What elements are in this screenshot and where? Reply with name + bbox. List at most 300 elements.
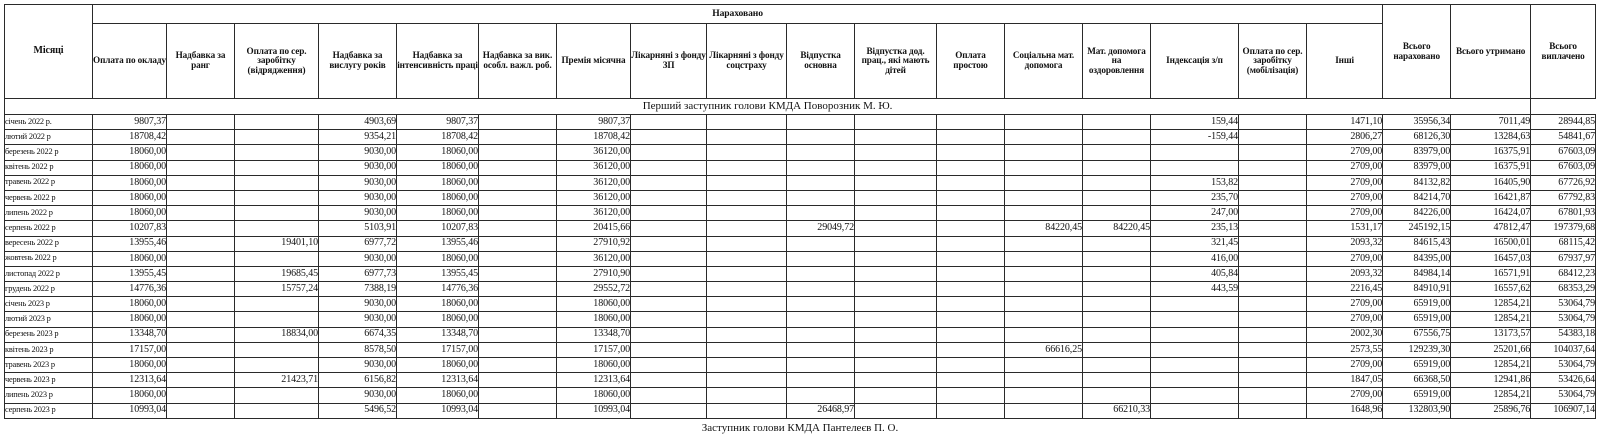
row-value-cell: 18060,00 [397,160,479,175]
row-total-cell: 67556,75 [1383,327,1451,342]
row-value-cell: 2216,45 [1307,282,1383,297]
row-total-cell: 83979,00 [1383,145,1451,160]
row-total-cell: 65919,00 [1383,297,1451,312]
row-month-cell: червень 2022 р [5,190,93,205]
row-value-cell [235,251,319,266]
row-value-cell: 18060,00 [93,145,167,160]
row-value-cell: 9030,00 [319,190,397,205]
row-month-cell: листопад 2022 р [5,266,93,281]
row-value-cell: 9030,00 [319,175,397,190]
row-value-cell: 2093,32 [1307,236,1383,251]
row-value-cell [787,266,855,281]
row-value-cell [479,342,557,357]
row-value-cell [1239,221,1307,236]
row-value-cell [479,206,557,221]
row-value-cell [787,160,855,175]
row-value-cell: 1471,10 [1307,115,1383,130]
row-value-cell: 235,13 [1151,221,1239,236]
row-value-cell [937,342,1005,357]
row-value-cell [707,251,787,266]
row-value-cell: 2093,32 [1307,266,1383,281]
row-value-cell [1239,130,1307,145]
row-value-cell: 13955,45 [397,266,479,281]
row-value-cell [937,327,1005,342]
row-value-cell [1239,403,1307,418]
row-value-cell: 12313,64 [397,373,479,388]
row-month-cell: травень 2023 р [5,358,93,373]
footer-signature: Заступник голови КМДА Пантелеєв П. О. [701,421,899,434]
row-month-cell: травень 2022 р [5,175,93,190]
table-row [5,297,1596,312]
row-total-cell: 53064,79 [1531,358,1596,373]
row-value-cell: 2806,27 [1307,130,1383,145]
row-month-cell: серпень 2022 р [5,221,93,236]
row-value-cell: 10993,04 [397,403,479,418]
row-value-cell [937,388,1005,403]
column-header-total-withheld: Всього утримано [1451,5,1531,99]
table-row [5,190,1596,205]
row-month-cell: січень 2023 р [5,297,93,312]
row-value-cell [631,251,707,266]
row-total-cell: 53064,79 [1531,312,1596,327]
table-row [5,388,1596,403]
row-value-cell [631,236,707,251]
row-value-cell [1005,190,1083,205]
row-value-cell [937,130,1005,145]
row-value-cell [1239,358,1307,373]
row-month-cell: березень 2023 р [5,327,93,342]
row-value-cell: 18060,00 [557,388,631,403]
row-value-cell [479,145,557,160]
table-row [5,342,1596,357]
row-value-cell: 9030,00 [319,297,397,312]
row-value-cell [1005,312,1083,327]
row-value-cell: 14776,36 [397,282,479,297]
row-value-cell: 18060,00 [397,145,479,160]
row-value-cell: 18060,00 [397,175,479,190]
row-value-cell [855,221,937,236]
row-value-cell [1151,297,1239,312]
row-value-cell: 443,59 [1151,282,1239,297]
row-value-cell [1239,160,1307,175]
row-total-cell: 7011,49 [1451,115,1531,130]
row-value-cell: 36120,00 [557,175,631,190]
row-value-cell [787,206,855,221]
column-header-extra-vacation-children: Відпустка дод. прац., які мають дітей [855,24,937,99]
row-value-cell [707,206,787,221]
row-value-cell [1239,327,1307,342]
row-total-cell: 12941,86 [1451,373,1531,388]
row-value-cell: 2709,00 [1307,297,1383,312]
table-row [5,251,1596,266]
row-value-cell: 18060,00 [397,297,479,312]
row-value-cell [937,145,1005,160]
row-value-cell [1151,388,1239,403]
row-value-cell [787,388,855,403]
row-value-cell: 18060,00 [397,388,479,403]
row-total-cell: 67603,09 [1531,145,1596,160]
row-month-cell: липень 2022 р [5,206,93,221]
row-value-cell [787,373,855,388]
row-total-cell: 83979,00 [1383,160,1451,175]
row-value-cell [167,160,235,175]
row-value-cell [631,130,707,145]
row-value-cell [937,358,1005,373]
row-value-cell: 5496,52 [319,403,397,418]
row-value-cell [167,373,235,388]
row-value-cell: 13955,46 [397,236,479,251]
row-value-cell: 17157,00 [557,342,631,357]
column-header-salary: Оплата по окладу [93,24,167,99]
row-month-cell: жовтень 2022 р [5,251,93,266]
row-value-cell [787,190,855,205]
row-value-cell: 84220,45 [1083,221,1151,236]
row-value-cell: 235,70 [1151,190,1239,205]
row-value-cell: 18834,00 [235,327,319,342]
row-value-cell: 4903,69 [319,115,397,130]
row-value-cell [707,190,787,205]
row-value-cell: 9807,37 [93,115,167,130]
table-row [5,327,1596,342]
row-value-cell: 2709,00 [1307,251,1383,266]
row-value-cell [235,221,319,236]
row-value-cell: 13348,70 [397,327,479,342]
row-value-cell: 9030,00 [319,312,397,327]
row-value-cell: 18060,00 [93,251,167,266]
row-value-cell [1151,403,1239,418]
row-value-cell [479,373,557,388]
row-value-cell [1151,358,1239,373]
row-value-cell [631,342,707,357]
row-value-cell [1083,236,1151,251]
row-value-cell: 18060,00 [397,251,479,266]
column-header-sick-leave-social-fund: Лікарняні з фонду соцстраху [707,24,787,99]
table-row [5,403,1596,418]
table-head [5,5,1596,99]
row-value-cell [167,175,235,190]
row-value-cell [167,358,235,373]
row-value-cell [1083,190,1151,205]
row-value-cell: 17157,00 [93,342,167,357]
row-value-cell [707,221,787,236]
row-value-cell: 321,45 [1151,236,1239,251]
row-value-cell [235,175,319,190]
row-value-cell [707,175,787,190]
row-total-cell: 16557,62 [1451,282,1531,297]
row-value-cell [631,358,707,373]
row-value-cell [855,251,937,266]
row-value-cell: 159,44 [1151,115,1239,130]
row-value-cell [631,266,707,281]
row-value-cell [855,130,937,145]
row-total-cell: 84226,00 [1383,206,1451,221]
row-value-cell [937,297,1005,312]
row-total-cell: 66368,50 [1383,373,1451,388]
row-value-cell: 2709,00 [1307,358,1383,373]
row-value-cell: 10207,83 [397,221,479,236]
row-value-cell: 18060,00 [397,358,479,373]
row-value-cell [1005,175,1083,190]
row-value-cell [1151,312,1239,327]
row-value-cell: 7388,19 [319,282,397,297]
row-total-cell: 12854,21 [1451,312,1531,327]
row-value-cell [235,160,319,175]
column-header-total-paid: Всього виплачено [1531,5,1596,99]
table-row [5,175,1596,190]
row-total-cell: 54841,67 [1531,130,1596,145]
row-value-cell: 36120,00 [557,206,631,221]
row-value-cell [1083,266,1151,281]
row-value-cell [167,342,235,357]
row-value-cell: 18060,00 [557,312,631,327]
row-value-cell [707,282,787,297]
row-value-cell [707,388,787,403]
row-value-cell: 36120,00 [557,190,631,205]
row-value-cell: 153,82 [1151,175,1239,190]
row-value-cell [1083,358,1151,373]
row-total-cell: 65919,00 [1383,388,1451,403]
row-total-cell: 13284,63 [1451,130,1531,145]
header-group-row [5,5,1596,24]
table-row [5,206,1596,221]
row-total-cell: 53064,79 [1531,297,1596,312]
row-total-cell: 65919,00 [1383,312,1451,327]
row-value-cell [855,373,937,388]
row-value-cell [1083,130,1151,145]
row-value-cell: 12313,64 [557,373,631,388]
row-value-cell: 10207,83 [93,221,167,236]
row-value-cell [1151,160,1239,175]
row-value-cell [855,115,937,130]
row-value-cell [855,190,937,205]
row-value-cell: 13955,46 [93,236,167,251]
column-header-intensity-bonus: Надбавка за інтенсивність праці [397,24,479,99]
row-value-cell: 2709,00 [1307,145,1383,160]
row-value-cell [787,342,855,357]
row-value-cell: 66616,25 [1005,342,1083,357]
row-total-cell: 67603,09 [1531,160,1596,175]
row-value-cell: 416,00 [1151,251,1239,266]
row-value-cell [787,145,855,160]
row-value-cell: 5103,91 [319,221,397,236]
row-value-cell [1151,327,1239,342]
row-value-cell: 13955,45 [93,266,167,281]
row-total-cell: 245192,15 [1383,221,1451,236]
row-value-cell [1005,388,1083,403]
row-value-cell: 405,84 [1151,266,1239,281]
row-total-cell: 16500,01 [1451,236,1531,251]
row-value-cell: 2709,00 [1307,175,1383,190]
table-row [5,145,1596,160]
row-value-cell [167,130,235,145]
row-value-cell: 12313,64 [93,373,167,388]
row-value-cell: 2709,00 [1307,206,1383,221]
row-value-cell: 17157,00 [397,342,479,357]
row-value-cell: 36120,00 [557,251,631,266]
column-header-main-vacation: Відпустка основна [787,24,855,99]
row-value-cell [167,297,235,312]
row-value-cell [1151,342,1239,357]
payroll-table [4,4,1596,419]
row-total-cell: 84395,00 [1383,251,1451,266]
row-value-cell: 9807,37 [557,115,631,130]
row-total-cell: 67792,83 [1531,190,1596,205]
row-value-cell [631,282,707,297]
column-header-special-work-bonus: Надбавка за вик. особл. важл. роб. [479,24,557,99]
row-value-cell: 21423,71 [235,373,319,388]
row-value-cell [1005,145,1083,160]
row-value-cell: 27910,92 [557,236,631,251]
column-header-monthly-premium: Премія місячна [557,24,631,99]
row-value-cell [707,130,787,145]
row-value-cell: 29049,72 [787,221,855,236]
row-value-cell: -159,44 [1151,130,1239,145]
row-value-cell [167,403,235,418]
row-value-cell: 9030,00 [319,145,397,160]
table-row [5,221,1596,236]
column-header-sick-leave-payroll-fund: Лікарняні з фонду ЗП [631,24,707,99]
row-month-cell: січень 2022 р. [5,115,93,130]
row-total-cell: 104037,64 [1531,342,1596,357]
row-value-cell [631,312,707,327]
row-value-cell: 27910,90 [557,266,631,281]
row-value-cell [855,297,937,312]
row-value-cell: 2709,00 [1307,190,1383,205]
section-title-row [5,99,1596,115]
row-value-cell [1239,115,1307,130]
row-month-cell: лютий 2023 р [5,312,93,327]
row-value-cell [167,190,235,205]
row-value-cell: 2002,30 [1307,327,1383,342]
row-value-cell [235,358,319,373]
row-value-cell [479,236,557,251]
table-row [5,160,1596,175]
row-value-cell [1239,312,1307,327]
row-value-cell: 14776,36 [93,282,167,297]
row-value-cell [167,266,235,281]
row-total-cell: 12854,21 [1451,358,1531,373]
row-value-cell [707,115,787,130]
row-value-cell [707,160,787,175]
row-value-cell [707,358,787,373]
row-value-cell [631,221,707,236]
row-value-cell [1005,160,1083,175]
row-value-cell: 9030,00 [319,251,397,266]
row-value-cell: 1531,17 [1307,221,1383,236]
row-value-cell [479,251,557,266]
row-total-cell: 25896,76 [1451,403,1531,418]
row-value-cell [235,342,319,357]
table-row [5,236,1596,251]
row-total-cell: 54383,18 [1531,327,1596,342]
row-value-cell [1083,115,1151,130]
row-total-cell: 16405,90 [1451,175,1531,190]
row-value-cell: 18708,42 [557,130,631,145]
row-value-cell: 84220,45 [1005,221,1083,236]
row-value-cell [631,190,707,205]
row-value-cell [937,190,1005,205]
table-body [5,99,1596,419]
row-value-cell: 29552,72 [557,282,631,297]
row-value-cell [1005,327,1083,342]
row-total-cell: 25201,66 [1451,342,1531,357]
row-value-cell [855,175,937,190]
table-row [5,115,1596,130]
row-value-cell: 1847,05 [1307,373,1383,388]
row-value-cell [235,130,319,145]
row-month-cell: грудень 2022 р [5,282,93,297]
row-value-cell [707,266,787,281]
table-row [5,373,1596,388]
column-header-health-material-aid: Мат. допомога на оздоровлення [1083,24,1151,99]
row-value-cell: 20415,66 [557,221,631,236]
row-value-cell: 2709,00 [1307,388,1383,403]
row-value-cell [937,221,1005,236]
column-header-rank-bonus: Надбавка за ранг [167,24,235,99]
row-total-cell: 16457,03 [1451,251,1531,266]
row-value-cell: 18060,00 [93,175,167,190]
row-value-cell [855,342,937,357]
row-total-cell: 35956,34 [1383,115,1451,130]
row-value-cell [479,160,557,175]
row-value-cell [631,160,707,175]
row-value-cell [1083,206,1151,221]
row-value-cell: 6977,72 [319,236,397,251]
row-month-cell: квітень 2022 р [5,160,93,175]
row-value-cell [787,327,855,342]
row-value-cell [631,373,707,388]
table-row [5,312,1596,327]
row-value-cell [167,115,235,130]
row-total-cell: 28944,85 [1531,115,1596,130]
row-value-cell [1239,251,1307,266]
row-value-cell [855,388,937,403]
row-value-cell: 36120,00 [557,145,631,160]
row-value-cell [631,297,707,312]
row-value-cell [479,115,557,130]
row-value-cell [631,388,707,403]
row-value-cell [787,115,855,130]
row-value-cell [167,327,235,342]
header-columns-row [5,24,1596,99]
row-value-cell [167,236,235,251]
row-value-cell [855,145,937,160]
column-header-total-accrued: Всього нараховано [1383,5,1451,99]
row-value-cell [631,145,707,160]
row-total-cell: 197379,68 [1531,221,1596,236]
row-value-cell [787,175,855,190]
row-value-cell [855,327,937,342]
row-value-cell: 13348,70 [557,327,631,342]
row-total-cell: 84214,70 [1383,190,1451,205]
row-total-cell: 16375,91 [1451,145,1531,160]
row-value-cell: 66210,33 [1083,403,1151,418]
row-total-cell: 53426,64 [1531,373,1596,388]
row-value-cell [1151,145,1239,160]
row-value-cell [479,282,557,297]
row-value-cell: 18060,00 [93,190,167,205]
row-value-cell: 2709,00 [1307,160,1383,175]
row-value-cell: 9030,00 [319,358,397,373]
column-header-downtime-pay: Оплата простою [937,24,1005,99]
row-value-cell: 10993,04 [557,403,631,418]
row-value-cell: 6977,73 [319,266,397,281]
row-value-cell: 247,00 [1151,206,1239,221]
row-value-cell: 9807,37 [397,115,479,130]
column-header-other: Інші [1307,24,1383,99]
row-total-cell: 129239,30 [1383,342,1451,357]
row-value-cell: 18708,42 [93,130,167,145]
